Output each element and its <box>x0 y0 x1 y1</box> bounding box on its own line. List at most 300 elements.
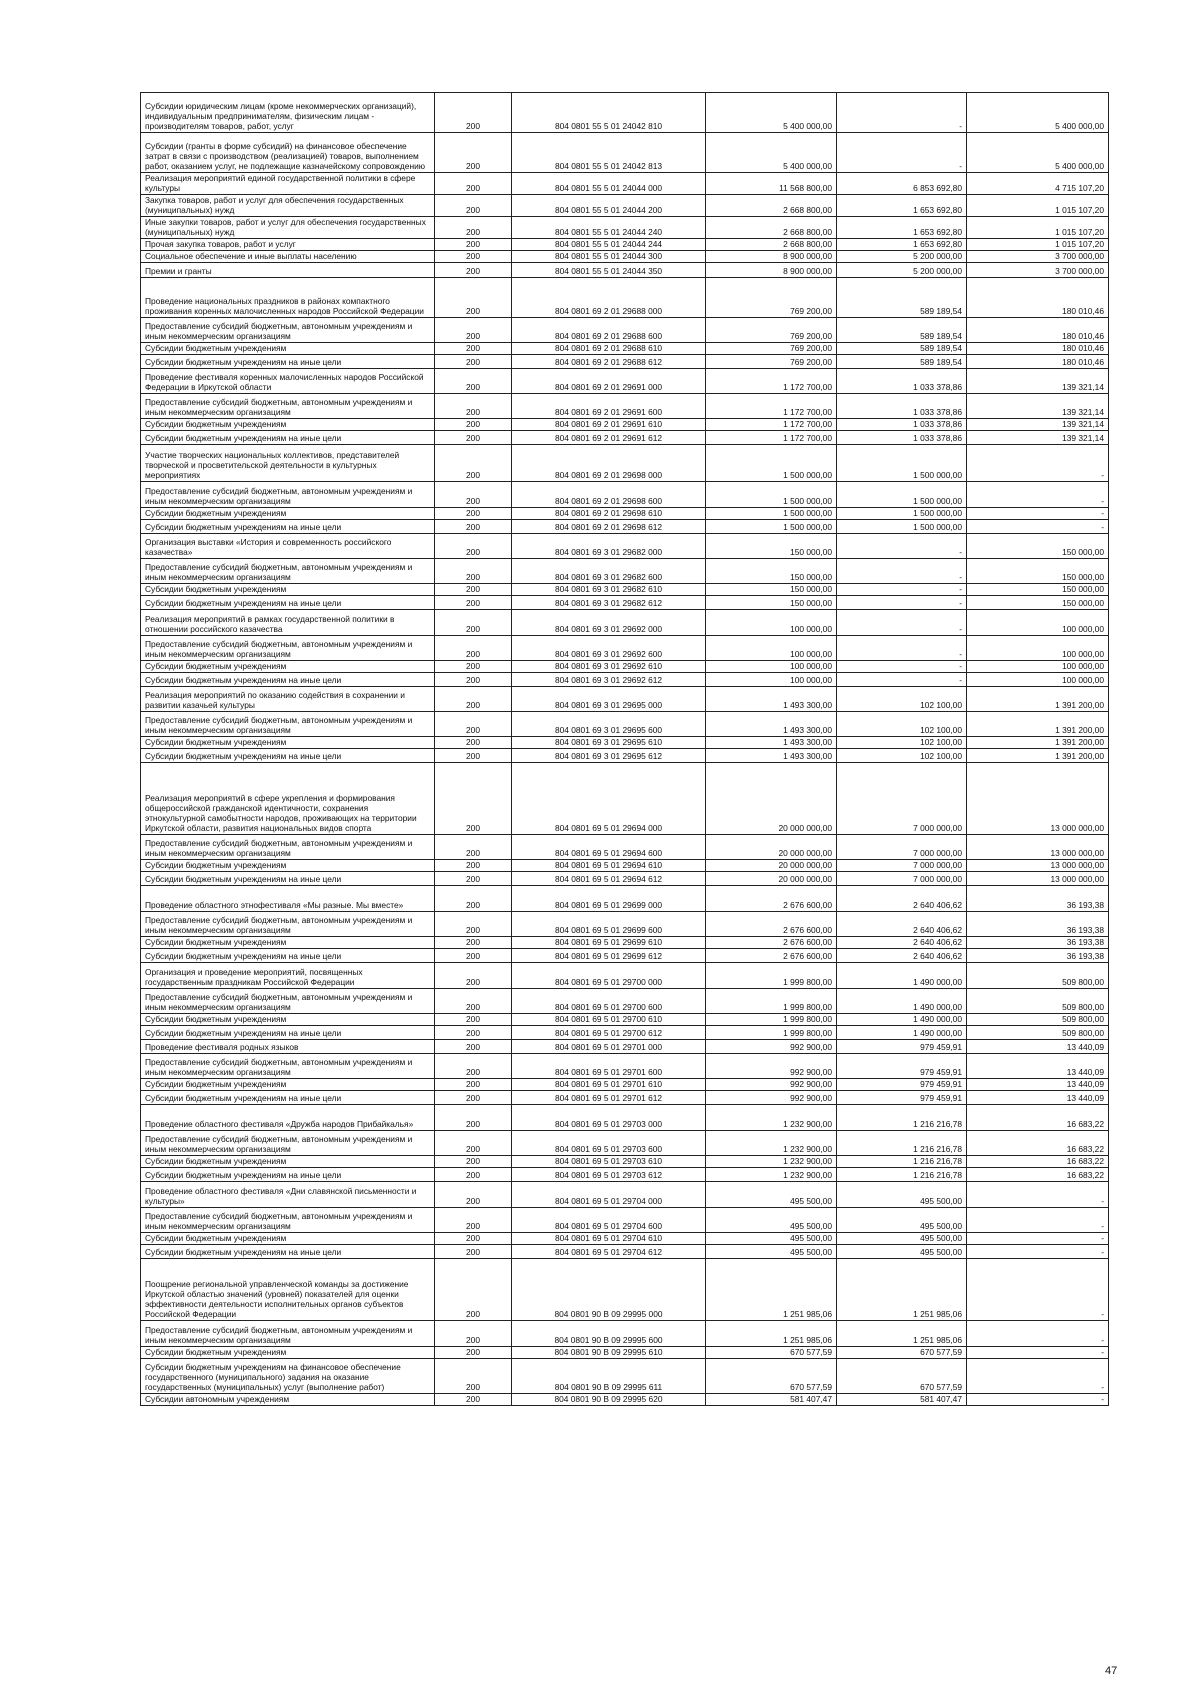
cell-kbk: 804 0801 55 5 01 24044 240 <box>512 217 706 239</box>
table-row <box>141 1359 1109 1394</box>
cell-vr: 200 <box>435 482 512 508</box>
cell-kbk: 804 0801 69 2 01 29688 612 <box>512 355 706 369</box>
cell-name: Субсидии бюджетным учреждениям на иные цели <box>141 872 435 886</box>
cell-vr: 200 <box>435 673 512 687</box>
cell-remainder: 150 000,00 <box>967 584 1109 596</box>
cell-fact: - <box>837 636 967 661</box>
cell-remainder: - <box>967 445 1109 482</box>
cell-kbk: 804 0801 55 5 01 24044 000 <box>512 173 706 195</box>
cell-vr: 200 <box>435 1040 512 1054</box>
cell-vr: 200 <box>435 712 512 737</box>
cell-remainder: 180 010,46 <box>967 318 1109 343</box>
cell-vr: 200 <box>435 949 512 963</box>
cell-name: Субсидии бюджетным учреждениям на иные цели <box>141 355 435 369</box>
cell-fact: 2 640 406,62 <box>837 912 967 937</box>
cell-name: Субсидии бюджетным учреждениям <box>141 860 435 872</box>
cell-plan: 495 500,00 <box>706 1233 837 1245</box>
cell-vr: 200 <box>435 763 512 835</box>
cell-kbk: 804 0801 69 2 01 29691 000 <box>512 369 706 394</box>
cell-vr: 200 <box>435 394 512 419</box>
cell-vr: 200 <box>435 263 512 278</box>
cell-name: Предоставление субсидий бюджетным, автономным учреждениям и иным некоммерческим организациям <box>141 912 435 937</box>
cell-vr: 200 <box>435 343 512 355</box>
cell-name: Предоставление субсидий бюджетным, автономным учреждениям и иным некоммерческим организациям <box>141 394 435 419</box>
cell-kbk: 804 0801 69 5 01 29694 600 <box>512 835 706 860</box>
cell-name: Субсидии бюджетным учреждениям <box>141 1156 435 1168</box>
cell-vr: 200 <box>435 445 512 482</box>
table-row <box>141 949 1109 963</box>
cell-plan: 1 500 000,00 <box>706 508 837 520</box>
cell-name: Субсидии автономным учреждениям <box>141 1394 435 1406</box>
cell-kbk: 804 0801 55 5 01 24044 244 <box>512 239 706 251</box>
cell-remainder: 1 015 107,20 <box>967 217 1109 239</box>
cell-remainder: 509 800,00 <box>967 1026 1109 1040</box>
cell-plan: 1 172 700,00 <box>706 431 837 445</box>
cell-name: Субсидии бюджетным учреждениям на иные цели <box>141 520 435 534</box>
cell-plan: 1 232 900,00 <box>706 1168 837 1182</box>
cell-kbk: 804 0801 69 5 01 29704 600 <box>512 1208 706 1233</box>
cell-fact: 6 853 692,80 <box>837 173 967 195</box>
cell-plan: 1 251 985,06 <box>706 1259 837 1321</box>
cell-vr: 200 <box>435 1091 512 1105</box>
cell-name: Организация и проведение мероприятий, посвященных государственным праздникам Российской Федерации <box>141 963 435 989</box>
cell-fact: 1 216 216,78 <box>837 1131 967 1156</box>
cell-kbk: 804 0801 90 В 09 29995 600 <box>512 1321 706 1347</box>
cell-kbk: 804 0801 69 5 01 29701 612 <box>512 1091 706 1105</box>
cell-kbk: 804 0801 69 2 01 29688 000 <box>512 278 706 318</box>
cell-fact: 979 459,91 <box>837 1040 967 1054</box>
cell-remainder: 139 321,14 <box>967 394 1109 419</box>
cell-kbk: 804 0801 69 2 01 29691 612 <box>512 431 706 445</box>
cell-remainder: 36 193,38 <box>967 937 1109 949</box>
table-row <box>141 431 1109 445</box>
cell-plan: 992 900,00 <box>706 1091 837 1105</box>
cell-plan: 1 493 300,00 <box>706 737 837 749</box>
cell-remainder: 139 321,14 <box>967 431 1109 445</box>
table-row <box>141 763 1109 835</box>
table-row <box>141 912 1109 937</box>
table-row <box>141 1131 1109 1156</box>
cell-name: Субсидии бюджетным учреждениям <box>141 343 435 355</box>
cell-kbk: 804 0801 69 3 01 29682 610 <box>512 584 706 596</box>
cell-kbk: 804 0801 69 5 01 29700 610 <box>512 1014 706 1026</box>
cell-name: Поощрение региональной управленческой команды за достижение Иркутской областью значений (уровней) показателей для оценки эффективности деятельности исполнительных органов субъектов Российской Федерации <box>141 1259 435 1321</box>
cell-name: Проведение областного этнофестиваля «Мы разные. Мы вместе» <box>141 886 435 912</box>
cell-fact: 102 100,00 <box>837 687 967 712</box>
cell-plan: 5 400 000,00 <box>706 133 837 173</box>
cell-remainder: - <box>967 508 1109 520</box>
cell-fact: 1 216 216,78 <box>837 1168 967 1182</box>
table-row <box>141 1014 1109 1026</box>
cell-plan: 100 000,00 <box>706 673 837 687</box>
cell-plan: 769 200,00 <box>706 343 837 355</box>
cell-plan: 5 400 000,00 <box>706 93 837 133</box>
cell-name: Субсидии (гранты в форме субсидий) на финансовое обеспечение затрат в связи с производством (реализацией) товаров, выполнением работ, оказанием услуг, не подлежащие казначейскому сопровождению <box>141 133 435 173</box>
cell-fact: - <box>837 534 967 559</box>
cell-vr: 200 <box>435 596 512 610</box>
cell-remainder: 36 193,38 <box>967 886 1109 912</box>
cell-kbk: 804 0801 69 5 01 29701 600 <box>512 1054 706 1079</box>
table-row <box>141 251 1109 263</box>
cell-remainder: 150 000,00 <box>967 534 1109 559</box>
cell-remainder: 13 000 000,00 <box>967 835 1109 860</box>
cell-name: Закупка товаров, работ и услуг для обеспечения государственных (муниципальных) нужд <box>141 195 435 217</box>
cell-vr: 200 <box>435 1156 512 1168</box>
cell-name: Субсидии бюджетным учреждениям <box>141 1079 435 1091</box>
cell-plan: 1 500 000,00 <box>706 445 837 482</box>
cell-plan: 20 000 000,00 <box>706 763 837 835</box>
cell-fact: 979 459,91 <box>837 1079 967 1091</box>
cell-plan: 769 200,00 <box>706 278 837 318</box>
cell-remainder: 16 683,22 <box>967 1168 1109 1182</box>
cell-vr: 200 <box>435 1054 512 1079</box>
cell-plan: 1 493 300,00 <box>706 712 837 737</box>
cell-kbk: 804 0801 69 5 01 29694 610 <box>512 860 706 872</box>
cell-vr: 200 <box>435 431 512 445</box>
cell-kbk: 804 0801 69 3 01 29692 612 <box>512 673 706 687</box>
table-row <box>141 508 1109 520</box>
cell-remainder: - <box>967 520 1109 534</box>
cell-remainder: 13 000 000,00 <box>967 872 1109 886</box>
table-row <box>141 749 1109 763</box>
cell-name: Реализация мероприятий в рамках государственной политики в отношении российского казачества <box>141 610 435 636</box>
cell-name: Субсидии бюджетным учреждениям на иные цели <box>141 596 435 610</box>
cell-plan: 670 577,59 <box>706 1347 837 1359</box>
cell-fact: 1 033 378,86 <box>837 431 967 445</box>
cell-kbk: 804 0801 69 2 01 29688 610 <box>512 343 706 355</box>
cell-plan: 495 500,00 <box>706 1208 837 1233</box>
cell-vr: 200 <box>435 1014 512 1026</box>
table-row <box>141 93 1109 133</box>
cell-remainder: 13 000 000,00 <box>967 860 1109 872</box>
cell-fact: - <box>837 584 967 596</box>
cell-vr: 200 <box>435 1359 512 1394</box>
cell-name: Предоставление субсидий бюджетным, автономным учреждениям и иным некоммерческим организациям <box>141 318 435 343</box>
cell-kbk: 804 0801 69 3 01 29695 612 <box>512 749 706 763</box>
cell-plan: 992 900,00 <box>706 1079 837 1091</box>
cell-kbk: 804 0801 69 3 01 29692 000 <box>512 610 706 636</box>
cell-fact: 495 500,00 <box>837 1233 967 1245</box>
table-row <box>141 872 1109 886</box>
cell-kbk: 804 0801 69 2 01 29698 612 <box>512 520 706 534</box>
cell-name: Социальное обеспечение и иные выплаты населению <box>141 251 435 263</box>
cell-plan: 1 999 800,00 <box>706 963 837 989</box>
table-row <box>141 1105 1109 1131</box>
cell-remainder: 180 010,46 <box>967 343 1109 355</box>
cell-remainder: 3 700 000,00 <box>967 251 1109 263</box>
cell-vr: 200 <box>435 217 512 239</box>
cell-name: Проведение национальных праздников в районах компактного проживания коренных малочисленных народов Российской Федерации <box>141 278 435 318</box>
cell-name: Субсидии бюджетным учреждениям <box>141 419 435 431</box>
cell-remainder: - <box>967 1347 1109 1359</box>
cell-plan: 150 000,00 <box>706 584 837 596</box>
cell-kbk: 804 0801 69 5 01 29701 610 <box>512 1079 706 1091</box>
cell-remainder: 13 440,09 <box>967 1040 1109 1054</box>
cell-plan: 8 900 000,00 <box>706 251 837 263</box>
cell-name: Предоставление субсидий бюджетным, автономным учреждениям и иным некоммерческим организациям <box>141 1321 435 1347</box>
cell-plan: 495 500,00 <box>706 1245 837 1259</box>
cell-fact: 979 459,91 <box>837 1091 967 1105</box>
cell-kbk: 804 0801 69 5 01 29699 610 <box>512 937 706 949</box>
cell-plan: 2 676 600,00 <box>706 886 837 912</box>
cell-vr: 200 <box>435 1168 512 1182</box>
cell-kbk: 804 0801 69 5 01 29703 610 <box>512 1156 706 1168</box>
table-row <box>141 559 1109 584</box>
cell-name: Предоставление субсидий бюджетным, автономным учреждениям и иным некоммерческим организациям <box>141 482 435 508</box>
cell-remainder: 16 683,22 <box>967 1156 1109 1168</box>
cell-fact: 102 100,00 <box>837 712 967 737</box>
cell-name: Субсидии бюджетным учреждениям <box>141 937 435 949</box>
table-row <box>141 369 1109 394</box>
cell-remainder: 13 440,09 <box>967 1079 1109 1091</box>
cell-kbk: 804 0801 69 3 01 29682 612 <box>512 596 706 610</box>
cell-kbk: 804 0801 55 5 01 24044 200 <box>512 195 706 217</box>
cell-name: Субсидии бюджетным учреждениям <box>141 737 435 749</box>
table-row <box>141 712 1109 737</box>
cell-fact: 5 200 000,00 <box>837 263 967 278</box>
cell-remainder: 13 440,09 <box>967 1091 1109 1105</box>
table-row <box>141 173 1109 195</box>
cell-plan: 150 000,00 <box>706 534 837 559</box>
cell-vr: 200 <box>435 661 512 673</box>
cell-plan: 150 000,00 <box>706 559 837 584</box>
table-row <box>141 1182 1109 1208</box>
cell-fact: 102 100,00 <box>837 749 967 763</box>
cell-kbk: 804 0801 55 5 01 24044 300 <box>512 251 706 263</box>
cell-remainder: 1 391 200,00 <box>967 737 1109 749</box>
cell-fact: 1 216 216,78 <box>837 1156 967 1168</box>
cell-plan: 100 000,00 <box>706 610 837 636</box>
cell-fact: 495 500,00 <box>837 1182 967 1208</box>
table-row <box>141 596 1109 610</box>
cell-plan: 100 000,00 <box>706 636 837 661</box>
cell-fact: 589 189,54 <box>837 343 967 355</box>
cell-vr: 200 <box>435 318 512 343</box>
cell-fact: 1 033 378,86 <box>837 369 967 394</box>
cell-vr: 200 <box>435 989 512 1014</box>
cell-kbk: 804 0801 69 2 01 29691 610 <box>512 419 706 431</box>
page-number: 47 <box>1105 1665 1118 1677</box>
cell-vr: 200 <box>435 1208 512 1233</box>
cell-fact: 7 000 000,00 <box>837 835 967 860</box>
cell-remainder: 16 683,22 <box>967 1131 1109 1156</box>
cell-vr: 200 <box>435 872 512 886</box>
cell-name: Субсидии бюджетным учреждениям <box>141 661 435 673</box>
cell-fact: 102 100,00 <box>837 737 967 749</box>
cell-plan: 2 668 800,00 <box>706 239 837 251</box>
cell-kbk: 804 0801 69 5 01 29703 000 <box>512 1105 706 1131</box>
cell-vr: 200 <box>435 195 512 217</box>
cell-name: Реализация мероприятий по оказанию содействия в сохранении и развитии казачьей культуры <box>141 687 435 712</box>
table-row <box>141 1394 1109 1406</box>
table-row <box>141 636 1109 661</box>
table-row <box>141 1233 1109 1245</box>
cell-kbk: 804 0801 69 5 01 29701 000 <box>512 1040 706 1054</box>
cell-remainder: 1 391 200,00 <box>967 749 1109 763</box>
cell-plan: 100 000,00 <box>706 661 837 673</box>
cell-vr: 200 <box>435 1131 512 1156</box>
table-row <box>141 687 1109 712</box>
table-row <box>141 195 1109 217</box>
cell-remainder: 100 000,00 <box>967 610 1109 636</box>
table-row <box>141 1026 1109 1040</box>
cell-plan: 1 232 900,00 <box>706 1131 837 1156</box>
cell-vr: 200 <box>435 937 512 949</box>
cell-name: Проведение областного фестиваля «Дни славянской письменности и культуры» <box>141 1182 435 1208</box>
table-row <box>141 989 1109 1014</box>
cell-kbk: 804 0801 69 5 01 29694 000 <box>512 763 706 835</box>
cell-name: Субсидии бюджетным учреждениям <box>141 1347 435 1359</box>
cell-kbk: 804 0801 90 В 09 29995 620 <box>512 1394 706 1406</box>
table-row <box>141 239 1109 251</box>
cell-remainder: - <box>967 1182 1109 1208</box>
cell-plan: 1 232 900,00 <box>706 1105 837 1131</box>
cell-plan: 2 676 600,00 <box>706 949 837 963</box>
cell-kbk: 804 0801 69 3 01 29682 000 <box>512 534 706 559</box>
cell-fact: - <box>837 559 967 584</box>
cell-plan: 1 493 300,00 <box>706 687 837 712</box>
cell-name: Субсидии бюджетным учреждениям на финансовое обеспечение государственного (муниципального) задания на оказание государственных (муниципальных) услуг (выполнение работ) <box>141 1359 435 1394</box>
cell-fact: 495 500,00 <box>837 1208 967 1233</box>
cell-name: Предоставление субсидий бюджетным, автономным учреждениям и иным некоммерческим организациям <box>141 835 435 860</box>
cell-vr: 200 <box>435 912 512 937</box>
table-row <box>141 963 1109 989</box>
cell-remainder: 139 321,14 <box>967 369 1109 394</box>
cell-name: Предоставление субсидий бюджетным, автономным учреждениям и иным некоммерческим организациям <box>141 559 435 584</box>
cell-name: Реализация мероприятий в сфере укрепления и формирования общероссийской гражданской идентичности, сохранения этнокультурной самобытности народов, проживающих на территории Иркутской области, развития национальных видов спорта <box>141 763 435 835</box>
cell-fact: 979 459,91 <box>837 1054 967 1079</box>
cell-remainder: 150 000,00 <box>967 596 1109 610</box>
cell-kbk: 804 0801 69 3 01 29695 000 <box>512 687 706 712</box>
cell-vr: 200 <box>435 963 512 989</box>
cell-fact: 7 000 000,00 <box>837 860 967 872</box>
table-row <box>141 394 1109 419</box>
cell-fact: 1 490 000,00 <box>837 1014 967 1026</box>
table-row <box>141 318 1109 343</box>
cell-remainder: 36 193,38 <box>967 949 1109 963</box>
cell-name: Субсидии бюджетным учреждениям на иные цели <box>141 1245 435 1259</box>
table-row <box>141 1079 1109 1091</box>
table-row <box>141 1040 1109 1054</box>
table-row <box>141 217 1109 239</box>
cell-vr: 200 <box>435 636 512 661</box>
cell-vr: 200 <box>435 534 512 559</box>
cell-name: Премии и гранты <box>141 263 435 278</box>
cell-plan: 20 000 000,00 <box>706 835 837 860</box>
cell-kbk: 804 0801 55 5 01 24042 810 <box>512 93 706 133</box>
table-row <box>141 737 1109 749</box>
cell-vr: 200 <box>435 1347 512 1359</box>
table-row <box>141 1321 1109 1347</box>
cell-name: Субсидии бюджетным учреждениям <box>141 508 435 520</box>
cell-plan: 20 000 000,00 <box>706 860 837 872</box>
cell-name: Субсидии бюджетным учреждениям на иные цели <box>141 431 435 445</box>
cell-remainder: 13 440,09 <box>967 1054 1109 1079</box>
cell-plan: 1 232 900,00 <box>706 1156 837 1168</box>
cell-plan: 581 407,47 <box>706 1394 837 1406</box>
table-row <box>141 1091 1109 1105</box>
cell-remainder: - <box>967 1321 1109 1347</box>
cell-plan: 495 500,00 <box>706 1182 837 1208</box>
cell-kbk: 804 0801 69 2 01 29688 600 <box>512 318 706 343</box>
cell-vr: 200 <box>435 133 512 173</box>
cell-vr: 200 <box>435 749 512 763</box>
cell-remainder: 150 000,00 <box>967 559 1109 584</box>
table-row <box>141 610 1109 636</box>
cell-fact: 1 033 378,86 <box>837 394 967 419</box>
cell-vr: 200 <box>435 1259 512 1321</box>
cell-plan: 1 251 985,06 <box>706 1321 837 1347</box>
cell-vr: 200 <box>435 355 512 369</box>
table-row <box>141 520 1109 534</box>
cell-remainder: 1 391 200,00 <box>967 687 1109 712</box>
cell-kbk: 804 0801 69 5 01 29700 612 <box>512 1026 706 1040</box>
cell-fact: - <box>837 661 967 673</box>
cell-kbk: 804 0801 69 5 01 29700 000 <box>512 963 706 989</box>
cell-plan: 1 999 800,00 <box>706 1026 837 1040</box>
cell-remainder: 509 800,00 <box>967 989 1109 1014</box>
cell-remainder: - <box>967 1394 1109 1406</box>
table-row <box>141 355 1109 369</box>
cell-kbk: 804 0801 69 5 01 29704 612 <box>512 1245 706 1259</box>
cell-kbk: 804 0801 69 5 01 29700 600 <box>512 989 706 1014</box>
cell-vr: 200 <box>435 239 512 251</box>
cell-kbk: 804 0801 69 2 01 29698 000 <box>512 445 706 482</box>
cell-fact: 1 500 000,00 <box>837 508 967 520</box>
cell-kbk: 804 0801 90 В 09 29995 000 <box>512 1259 706 1321</box>
table-row <box>141 937 1109 949</box>
cell-name: Участие творческих национальных коллективов, представителей творческой и просветительской деятельности в культурных мероприятиях <box>141 445 435 482</box>
cell-fact: - <box>837 133 967 173</box>
table-row <box>141 1156 1109 1168</box>
cell-plan: 1 493 300,00 <box>706 749 837 763</box>
cell-vr: 200 <box>435 835 512 860</box>
cell-kbk: 804 0801 55 5 01 24044 350 <box>512 263 706 278</box>
cell-fact: - <box>837 93 967 133</box>
cell-fact: - <box>837 610 967 636</box>
cell-vr: 200 <box>435 1079 512 1091</box>
cell-vr: 200 <box>435 1321 512 1347</box>
cell-fact: 1 490 000,00 <box>837 989 967 1014</box>
cell-name: Субсидии бюджетным учреждениям на иные цели <box>141 1026 435 1040</box>
cell-name: Предоставление субсидий бюджетным, автономным учреждениям и иным некоммерческим организациям <box>141 636 435 661</box>
cell-kbk: 804 0801 69 5 01 29699 000 <box>512 886 706 912</box>
cell-remainder: - <box>967 1259 1109 1321</box>
cell-vr: 200 <box>435 610 512 636</box>
cell-plan: 150 000,00 <box>706 596 837 610</box>
cell-fact: - <box>837 673 967 687</box>
cell-kbk: 804 0801 69 5 01 29699 612 <box>512 949 706 963</box>
cell-plan: 1 172 700,00 <box>706 369 837 394</box>
cell-fact: 589 189,54 <box>837 318 967 343</box>
cell-remainder: 180 010,46 <box>967 278 1109 318</box>
cell-vr: 200 <box>435 1394 512 1406</box>
cell-name: Предоставление субсидий бюджетным, автономным учреждениям и иным некоммерческим организациям <box>141 1054 435 1079</box>
table-body <box>141 93 1109 1406</box>
cell-kbk: 804 0801 69 5 01 29699 600 <box>512 912 706 937</box>
cell-fact: 1 251 985,06 <box>837 1321 967 1347</box>
cell-kbk: 804 0801 90 В 09 29995 611 <box>512 1359 706 1394</box>
cell-plan: 992 900,00 <box>706 1040 837 1054</box>
cell-remainder: - <box>967 482 1109 508</box>
cell-remainder: 100 000,00 <box>967 673 1109 687</box>
cell-kbk: 804 0801 69 5 01 29704 000 <box>512 1182 706 1208</box>
cell-fact: 2 640 406,62 <box>837 949 967 963</box>
cell-vr: 200 <box>435 173 512 195</box>
cell-plan: 2 676 600,00 <box>706 912 837 937</box>
cell-remainder: 3 700 000,00 <box>967 263 1109 278</box>
cell-fact: 1 033 378,86 <box>837 419 967 431</box>
